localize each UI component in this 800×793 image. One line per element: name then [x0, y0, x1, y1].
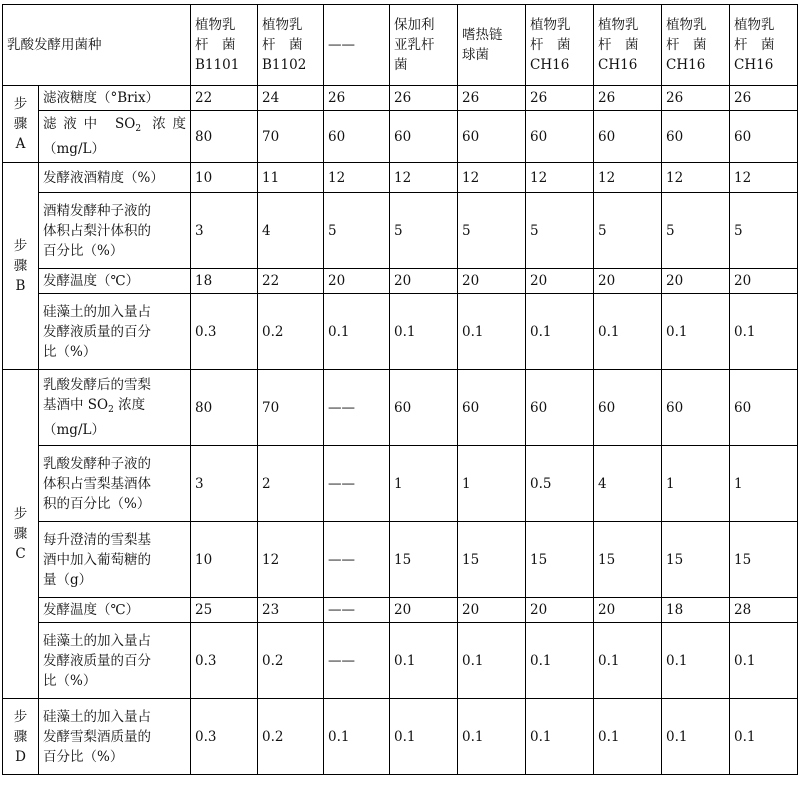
table-row	[3, 623, 798, 699]
table-row	[3, 86, 798, 111]
parameter-cell	[39, 193, 191, 269]
table-row	[3, 163, 798, 193]
value-cell: 0.1	[390, 294, 458, 370]
step-label-char: 骤	[13, 526, 28, 542]
value-cell: ——	[324, 623, 390, 699]
value-cell: 12	[594, 163, 662, 193]
table-row	[3, 294, 798, 370]
parameter-line: 酒精发酵种子液的	[43, 202, 151, 219]
step-label-cell	[3, 699, 39, 775]
strain-header-3	[324, 5, 390, 86]
value-cell: 26	[730, 86, 798, 111]
value-cell: 5	[730, 193, 798, 269]
parameter-line: 发酵雪梨酒质量的	[43, 728, 151, 745]
value-cell: 20	[324, 269, 390, 294]
parameter-line: （mg/L）	[43, 422, 105, 438]
value-cell: 80	[191, 111, 258, 163]
value-cell: 60	[594, 370, 662, 446]
value-cell: 20	[390, 269, 458, 294]
value-cell: 60	[390, 370, 458, 446]
strain-line: 球菌	[462, 47, 489, 63]
parameter-line: 百分比（%）	[43, 242, 124, 259]
value-cell: 60	[730, 370, 798, 446]
value-cell: 18	[662, 598, 730, 623]
strain-line: ——	[328, 37, 355, 53]
value-cell: 20	[526, 269, 594, 294]
table-row	[3, 111, 798, 163]
parameter-line: 百分比（%）	[43, 748, 124, 765]
value-cell: 4	[258, 193, 324, 269]
value-cell: 20	[730, 269, 798, 294]
strain-header-6	[526, 5, 594, 86]
value-cell: 5	[324, 193, 390, 269]
step-label-char: 骤	[13, 116, 28, 132]
parameter-line: 浓度	[141, 116, 187, 132]
value-cell: 15	[730, 522, 798, 598]
parameter-line: 体积占梨汁体积的	[43, 222, 151, 239]
value-cell: 12	[458, 163, 526, 193]
strain-line: 植物乳	[530, 17, 571, 33]
strain-line: B1102	[262, 57, 307, 73]
strain-line: 杆 菌	[262, 37, 303, 53]
value-cell: 20	[390, 598, 458, 623]
parameter-line: 比（%）	[43, 672, 97, 689]
value-cell: ——	[324, 598, 390, 623]
value-cell: 20	[458, 598, 526, 623]
parameter-line: 硅藻土的加入量占	[43, 708, 151, 725]
value-cell: 0.3	[191, 699, 258, 775]
value-cell: 18	[191, 269, 258, 294]
strain-line: 植物乳	[734, 17, 775, 33]
value-cell: ——	[324, 370, 390, 446]
value-cell: 0.5	[526, 446, 594, 522]
parameter-cell	[39, 86, 191, 111]
strain-line: 嗜热链	[462, 27, 503, 43]
table-row	[3, 446, 798, 522]
value-cell: 0.1	[662, 294, 730, 370]
strain-line: CH16	[598, 57, 638, 73]
value-cell: 12	[526, 163, 594, 193]
parameter-cell	[39, 598, 191, 623]
value-cell: ——	[324, 446, 390, 522]
parameter-line: 硅藻土的加入量占	[43, 303, 151, 320]
value-cell: 60	[324, 111, 390, 163]
table-row	[3, 598, 798, 623]
value-cell: 70	[258, 370, 324, 446]
value-cell: 5	[458, 193, 526, 269]
parameter-line: 硅藻土的加入量占	[43, 632, 151, 649]
strain-header-1	[191, 5, 258, 86]
value-cell: 0.1	[390, 699, 458, 775]
value-cell: 26	[458, 86, 526, 111]
value-cell: 60	[458, 111, 526, 163]
step-label-char: 步	[13, 238, 28, 254]
parameter-line: 乳酸发酵后的雪梨	[43, 377, 151, 393]
value-cell: 2	[258, 446, 324, 522]
step-label-char: D	[15, 748, 26, 765]
value-cell: 0.1	[730, 699, 798, 775]
value-cell: 0.2	[258, 623, 324, 699]
strain-line: 植物乳	[195, 17, 236, 33]
strain-line: 植物乳	[262, 17, 303, 33]
parameter-cell	[39, 294, 191, 370]
value-cell: 60	[662, 370, 730, 446]
parameter-line: 体积占雪梨基酒体	[43, 475, 151, 492]
value-cell: 20	[594, 598, 662, 623]
value-cell: 24	[258, 86, 324, 111]
value-cell: 26	[526, 86, 594, 111]
parameter-line: 滤液中 SO	[43, 116, 136, 132]
value-cell: 0.1	[526, 699, 594, 775]
value-cell: 1	[662, 446, 730, 522]
value-cell: 0.1	[594, 699, 662, 775]
value-cell: 20	[662, 269, 730, 294]
value-cell: 26	[594, 86, 662, 111]
value-cell: 60	[730, 111, 798, 163]
value-cell: 22	[191, 86, 258, 111]
parameter-line: 比（%）	[43, 343, 97, 360]
value-cell: 12	[662, 163, 730, 193]
strain-line: 亚乳杆	[394, 37, 435, 53]
value-cell: 11	[258, 163, 324, 193]
table-row	[3, 269, 798, 294]
step-label-char: 骤	[13, 258, 28, 274]
parameter-cell	[39, 111, 191, 163]
parameter-cell	[39, 623, 191, 699]
parameter-line: 乳酸发酵种子液的	[43, 455, 151, 472]
parameter-line: 积的百分比（%）	[43, 495, 151, 512]
strain-line: B1101	[195, 57, 240, 73]
step-label-char: 步	[13, 506, 28, 522]
value-cell: 15	[662, 522, 730, 598]
subscript-text: 2	[135, 124, 142, 134]
value-cell: 0.1	[458, 699, 526, 775]
parameter-line: 发酵液质量的百分	[43, 652, 151, 669]
value-cell: 0.1	[324, 294, 390, 370]
value-cell: 60	[526, 111, 594, 163]
value-cell: 60	[458, 370, 526, 446]
value-cell: 1	[730, 446, 798, 522]
value-cell: 12	[324, 163, 390, 193]
parameter-line: 基酒中 SO	[43, 397, 109, 413]
strain-header-4	[390, 5, 458, 86]
value-cell: 20	[458, 269, 526, 294]
value-cell: 3	[191, 193, 258, 269]
value-cell: 0.1	[324, 699, 390, 775]
value-cell: 60	[594, 111, 662, 163]
value-cell: 1	[458, 446, 526, 522]
value-cell: 0.1	[730, 294, 798, 370]
value-cell: 10	[191, 163, 258, 193]
header-row	[3, 5, 798, 86]
table-row	[3, 193, 798, 269]
value-cell: 20	[526, 598, 594, 623]
value-cell: 0.1	[594, 623, 662, 699]
value-cell: 0.2	[258, 294, 324, 370]
value-cell: 15	[458, 522, 526, 598]
parameter-cell	[39, 269, 191, 294]
strain-line: 菌	[394, 57, 408, 73]
strain-header-5	[458, 5, 526, 86]
parameter-line: 酒中加入葡萄糖的	[43, 551, 151, 568]
parameter-line: 每升澄清的雪梨基	[43, 531, 151, 548]
value-cell: 20	[594, 269, 662, 294]
strain-header-2	[258, 5, 324, 86]
parameter-cell	[39, 522, 191, 598]
value-cell: 0.1	[390, 623, 458, 699]
value-cell: 25	[191, 598, 258, 623]
parameter-line-group	[43, 397, 145, 413]
value-cell: 0.1	[662, 623, 730, 699]
strain-header-8	[662, 5, 730, 86]
value-cell: 15	[594, 522, 662, 598]
value-cell: 0.1	[662, 699, 730, 775]
value-cell: 3	[191, 446, 258, 522]
value-cell: 70	[258, 111, 324, 163]
parameter-cell	[39, 699, 191, 775]
value-cell: 80	[191, 370, 258, 446]
value-cell: 12	[390, 163, 458, 193]
parameter-cell	[39, 163, 191, 193]
strain-line: 杆 菌	[530, 37, 571, 53]
fermentation-table-container	[2, 4, 798, 775]
value-cell: 26	[324, 86, 390, 111]
strain-line: 杆 菌	[598, 37, 639, 53]
value-cell: 0.1	[458, 623, 526, 699]
value-cell: 26	[390, 86, 458, 111]
parameter-line-group	[43, 114, 186, 139]
value-cell: 15	[526, 522, 594, 598]
parameter-line: 量（g）	[43, 571, 93, 588]
step-label-cell	[3, 163, 39, 370]
parameter-cell	[39, 370, 191, 446]
step-label-char: C	[15, 546, 26, 562]
strain-line: 杆 菌	[734, 37, 775, 53]
value-cell: 15	[390, 522, 458, 598]
step-label-char: 步	[13, 96, 28, 112]
value-cell: 60	[390, 111, 458, 163]
value-cell: 5	[662, 193, 730, 269]
parameter-cell	[39, 446, 191, 522]
value-cell: 0.3	[191, 294, 258, 370]
value-cell: 1	[390, 446, 458, 522]
table-row	[3, 370, 798, 446]
strain-line: 植物乳	[598, 17, 639, 33]
value-cell: 12	[730, 163, 798, 193]
corner-header-cell: 乳酸发酵用菌种	[3, 5, 191, 86]
parameter-line: 发酵温度（℃）	[43, 273, 140, 289]
table-row	[3, 522, 798, 598]
value-cell: 0.1	[730, 623, 798, 699]
step-label-char: A	[15, 136, 26, 152]
parameter-line: 发酵液质量的百分	[43, 323, 151, 340]
step-label-char: B	[15, 278, 26, 294]
value-cell: 0.3	[191, 623, 258, 699]
value-cell: 10	[191, 522, 258, 598]
value-cell: 0.1	[594, 294, 662, 370]
value-cell: 28	[730, 598, 798, 623]
value-cell: 22	[258, 269, 324, 294]
parameter-line: 浓度	[113, 397, 146, 413]
value-cell: 0.2	[258, 699, 324, 775]
strain-line: 植物乳	[666, 17, 707, 33]
strain-header-9	[730, 5, 798, 86]
step-label-cell	[3, 370, 39, 699]
parameter-line: （mg/L）	[43, 141, 105, 157]
value-cell: 0.1	[526, 294, 594, 370]
value-cell: ——	[324, 522, 390, 598]
step-label-char: 骤	[13, 728, 28, 745]
value-cell: 5	[526, 193, 594, 269]
fermentation-parameters-table	[2, 4, 798, 775]
strain-header-7	[594, 5, 662, 86]
value-cell: 0.1	[526, 623, 594, 699]
strain-line: CH16	[666, 57, 706, 73]
parameter-line: 发酵液酒精度（%）	[43, 169, 164, 186]
strain-line: CH16	[530, 57, 570, 73]
value-cell: 60	[662, 111, 730, 163]
value-cell: 60	[526, 370, 594, 446]
strain-line: 杆 菌	[666, 37, 707, 53]
parameter-line: 滤液糖度（°Brix）	[43, 90, 160, 106]
value-cell: 4	[594, 446, 662, 522]
value-cell: 0.1	[458, 294, 526, 370]
parameter-line: 发酵温度（℃）	[43, 602, 140, 618]
table-row	[3, 699, 798, 775]
subscript-text: 2	[108, 405, 114, 415]
step-label-char: 步	[13, 708, 28, 725]
value-cell: 12	[258, 522, 324, 598]
strain-line: CH16	[734, 57, 774, 73]
value-cell: 5	[594, 193, 662, 269]
strain-line: 杆 菌	[195, 37, 236, 53]
value-cell: 26	[662, 86, 730, 111]
strain-line: 保加利	[394, 17, 435, 33]
value-cell: 23	[258, 598, 324, 623]
step-label-cell	[3, 86, 39, 163]
value-cell: 5	[390, 193, 458, 269]
